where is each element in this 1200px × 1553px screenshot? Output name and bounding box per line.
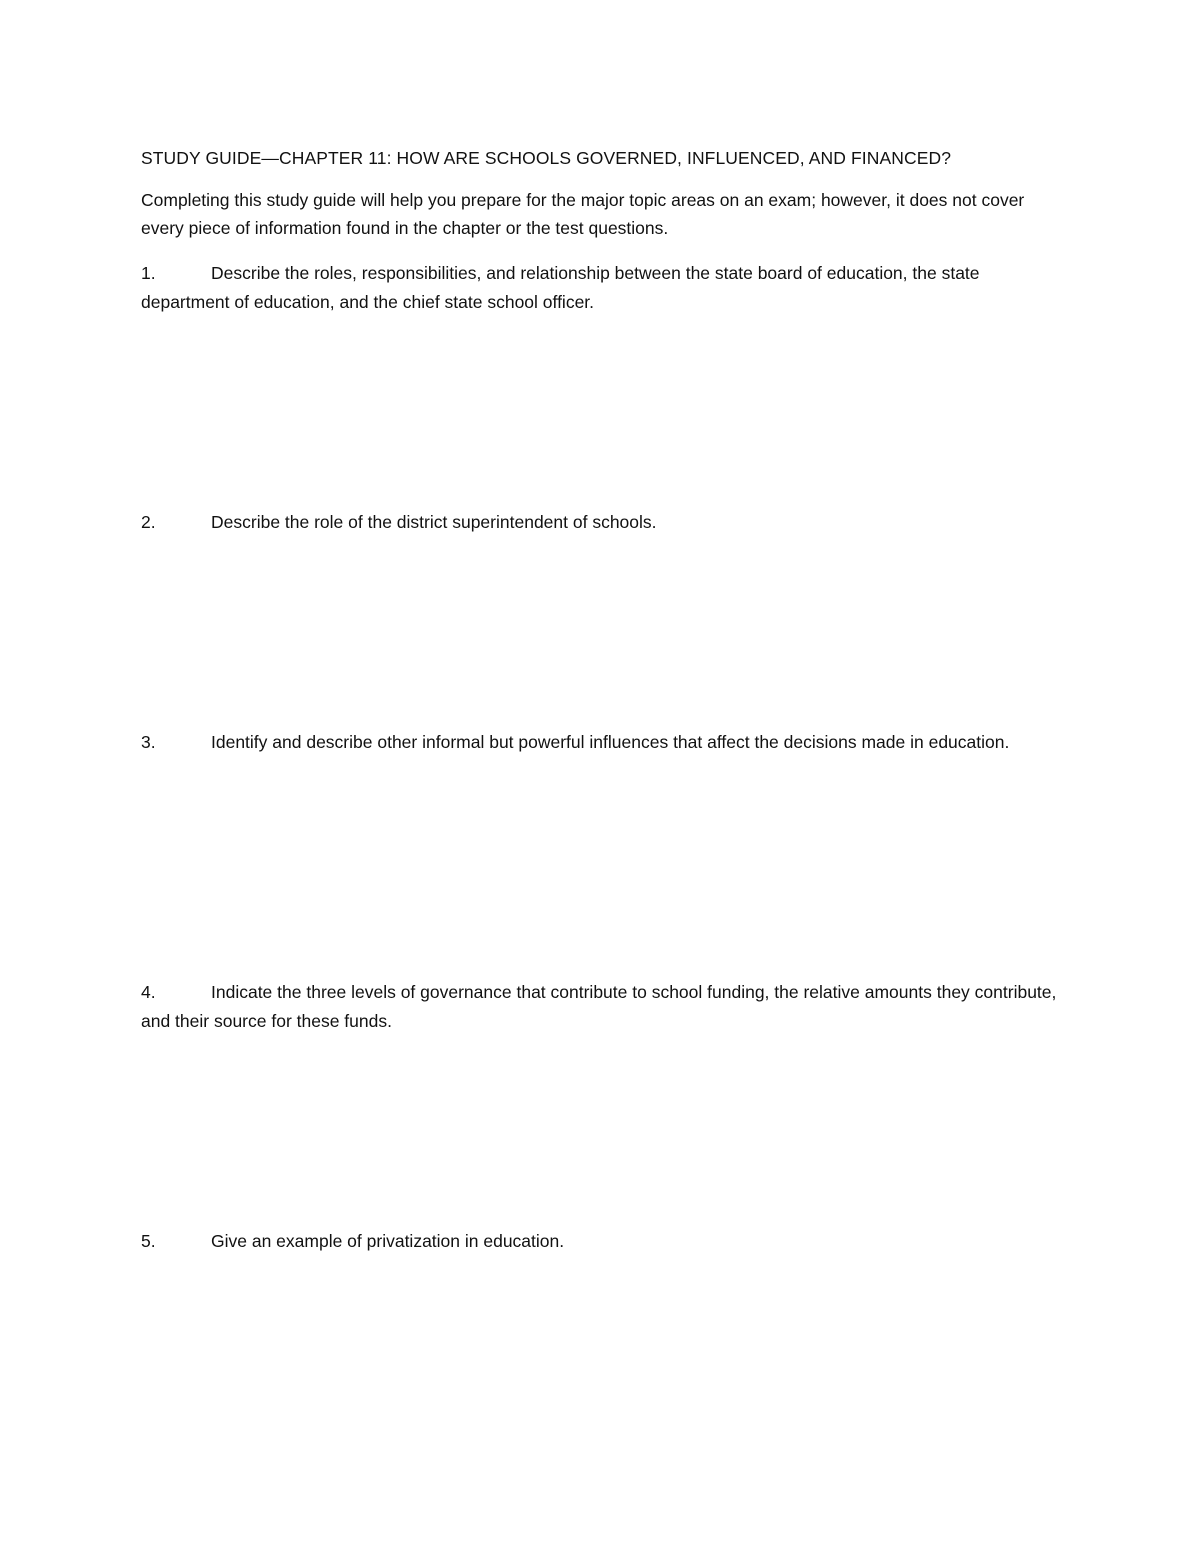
question-number: 5. — [141, 1231, 156, 1251]
question-1 — [141, 259, 1071, 317]
question-text: Identify and describe other informal but powerful influences that affect the decisions made in education. — [211, 732, 1010, 752]
question-text: Describe the roles, responsibilities, and relationship between the state board of education, the state department of education, and the chief state school officer. — [141, 263, 980, 312]
question-text: Indicate the three levels of governance that contribute to school funding, the relative amounts they contribute, and their source for these funds. — [141, 982, 1057, 1031]
question-2 — [141, 508, 1071, 537]
intro-paragraph: Completing this study guide will help you prepare for the major topic areas on an exam; however, it does not cover every piece of information found in the chapter or the test questions. — [141, 190, 1025, 238]
page-title: STUDY GUIDE—CHAPTER 11: HOW ARE SCHOOLS GOVERNED, INFLUENCED, AND FINANCED? — [141, 148, 952, 168]
question-text: Give an example of privatization in education. — [211, 1231, 565, 1251]
question-number: 1. — [141, 263, 156, 283]
question-3 — [141, 728, 1071, 757]
question-5 — [141, 1227, 1071, 1256]
question-4 — [141, 978, 1071, 1036]
question-number: 3. — [141, 732, 156, 752]
question-text: Describe the role of the district superintendent of schools. — [211, 512, 657, 532]
question-number: 4. — [141, 982, 156, 1002]
question-number: 2. — [141, 512, 156, 532]
